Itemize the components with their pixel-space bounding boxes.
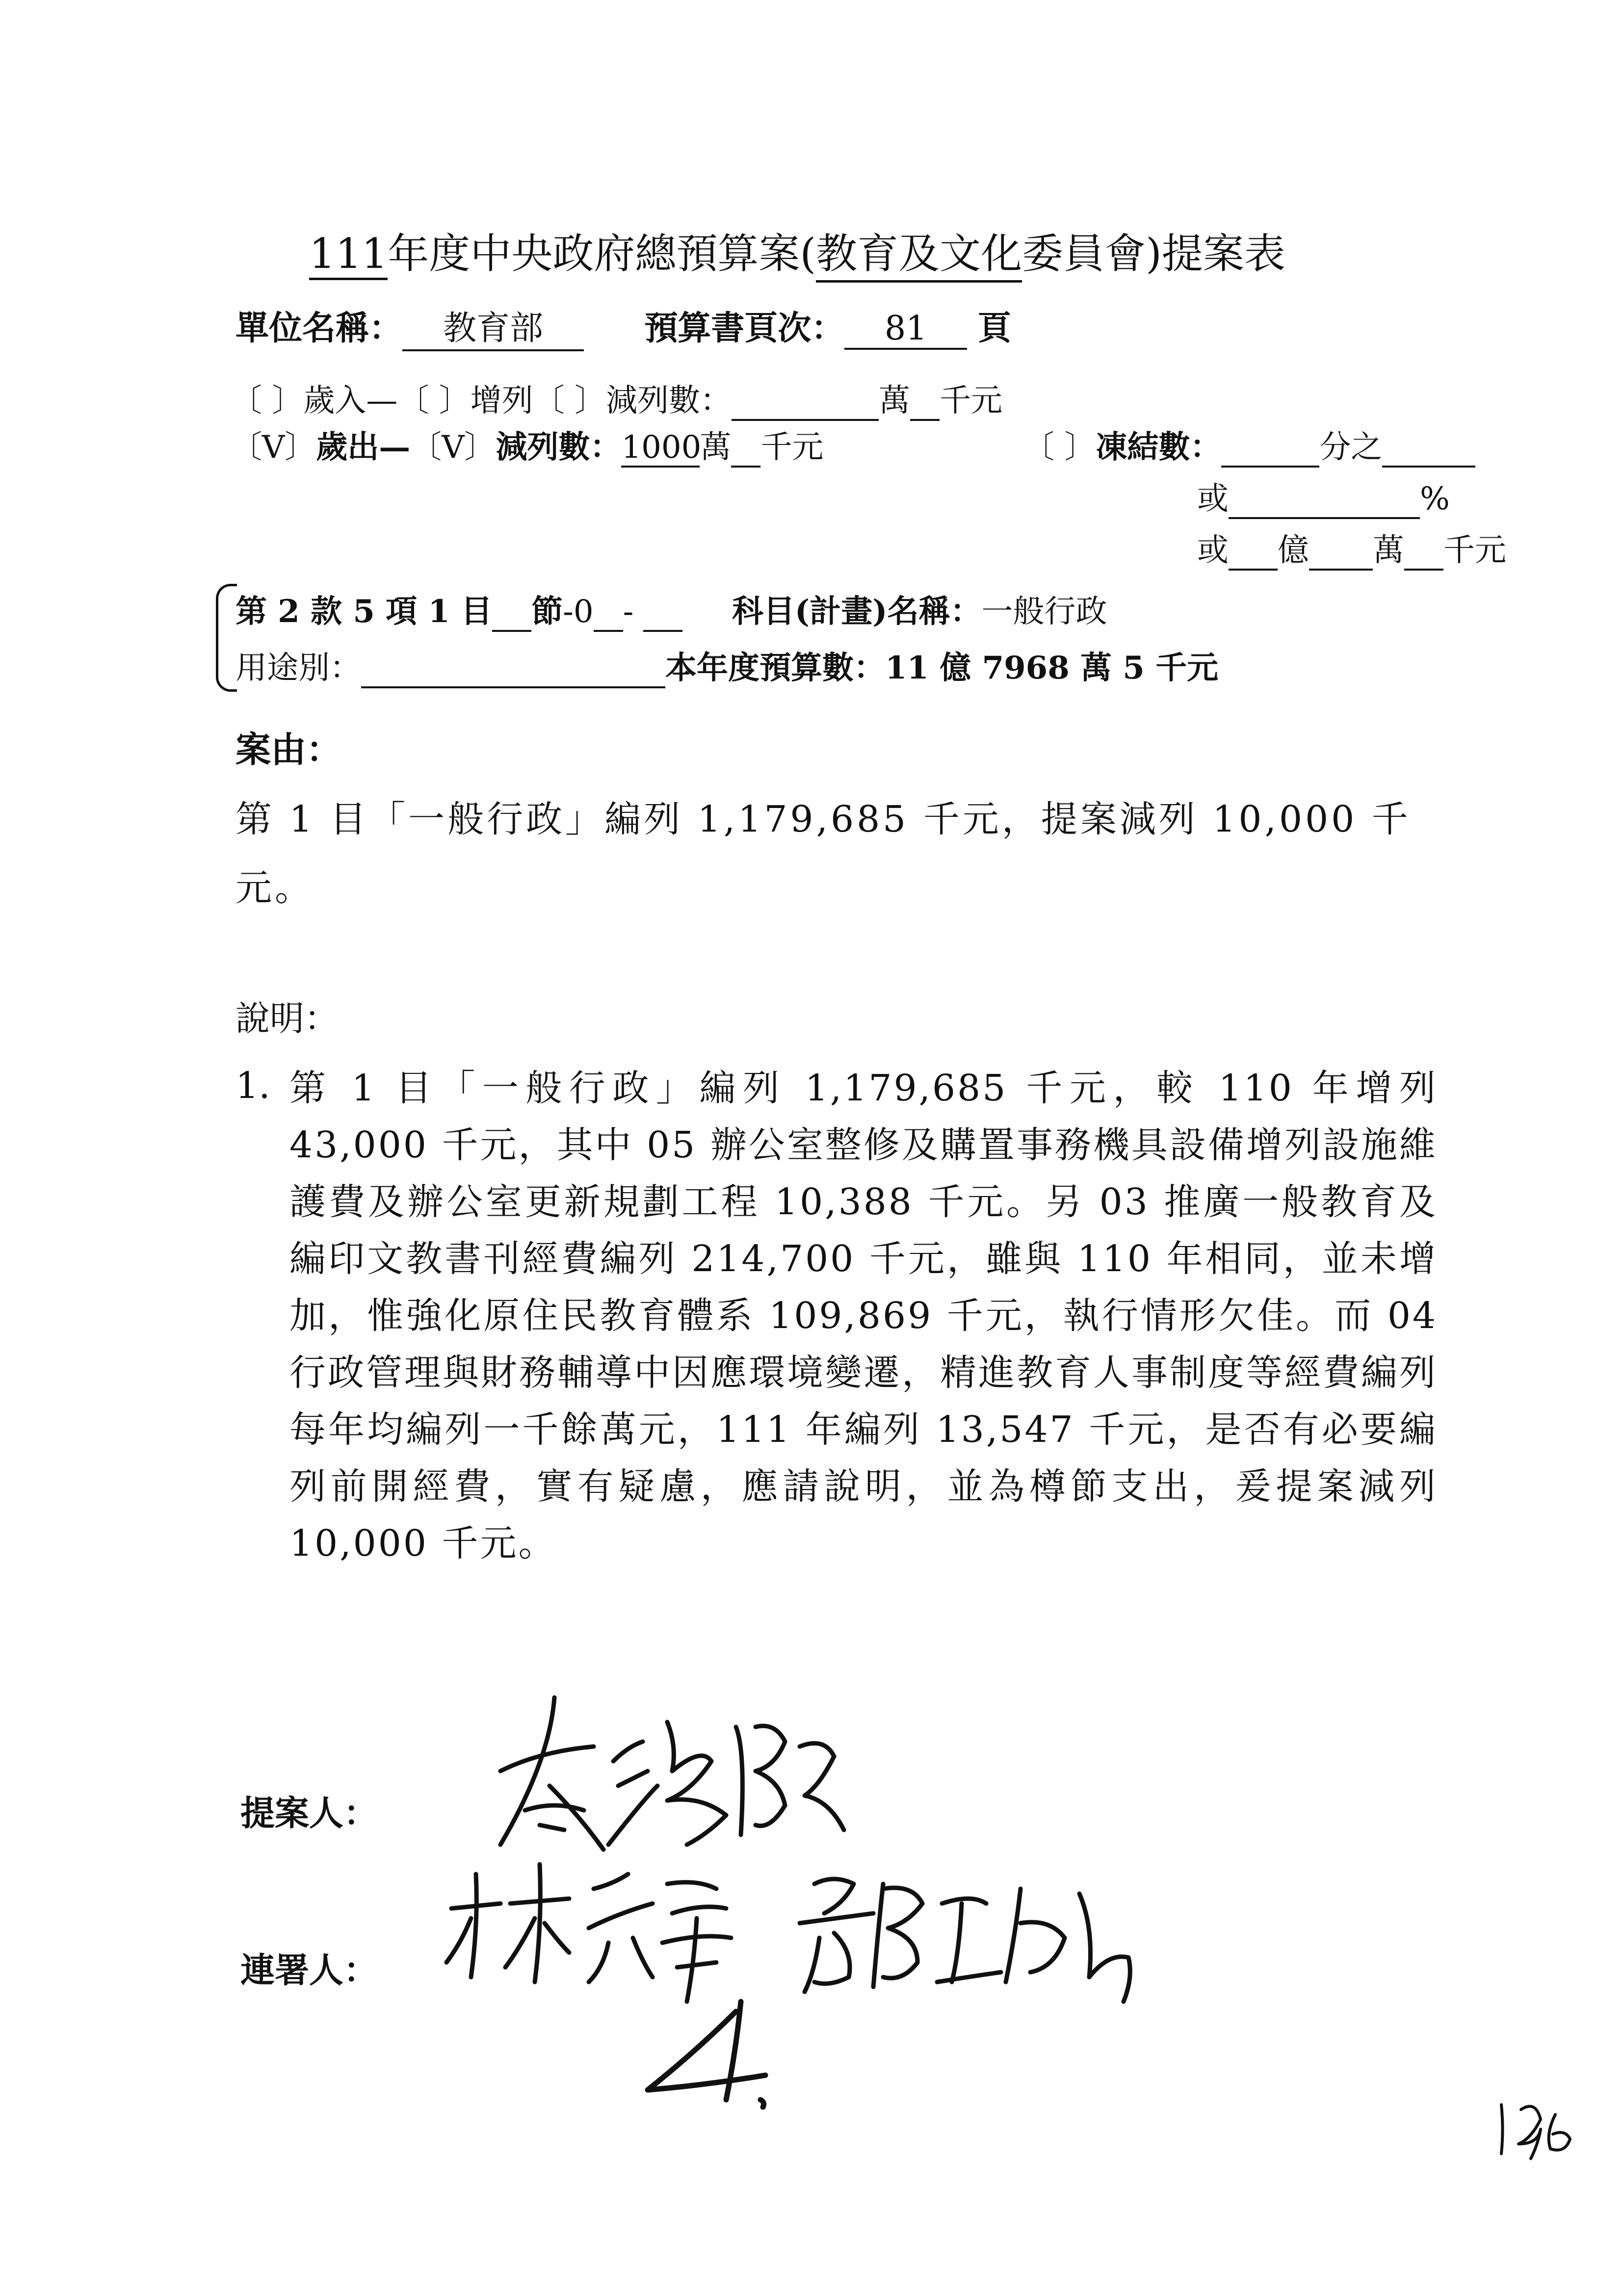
expense-prefix: 〔V〕 [231, 429, 316, 466]
proposer-signature [481, 1688, 883, 1864]
freeze-fraction: 分之 [1319, 429, 1383, 466]
unit-value: 教育部 [402, 302, 584, 351]
page-suffix: 頁 [977, 309, 1011, 348]
case-heading: 案由： [236, 729, 342, 770]
expense-check: 〔V〕 [410, 429, 496, 466]
page-annotation-signature [1492, 2090, 1580, 2164]
expense-amount: 1000 [621, 429, 700, 468]
title-mid: 年度中央政府總預算案( [388, 230, 816, 278]
jie-dash: - [623, 594, 634, 630]
subject-value: 一般行政 [981, 594, 1107, 630]
page-label: 預算書頁次： [644, 309, 845, 348]
title-committee: 教育及文化 [816, 221, 1022, 283]
wan-unit: 萬 [1373, 532, 1404, 569]
cosigner-label: 連署人： [240, 1950, 378, 1990]
freeze-label: 凍結數： [1096, 429, 1222, 466]
jie-value: -0 [563, 594, 594, 630]
freeze-row [1023, 422, 1475, 468]
qianyuan-unit: 千元 [1443, 532, 1506, 569]
expense-unit2: 千元 [760, 429, 824, 466]
title-end: 委員會)提案表 [1022, 230, 1285, 278]
explanation-heading: 說明： [236, 998, 339, 1039]
unit-row [236, 302, 1011, 351]
explanation-body: 第 1 目「一般行政」編列 1,179,685 千元，較 110 年增列 43,000 千元，其中 05 辦公室整修及購置事務機具設備增列設施維護費及辦公室更新規劃工程 10,388 千元。另 03 推廣一般教育及編印文教書刊經費編列 214,700 千元，雖與 110 年相同，並未增加，惟強化原住民教育體系 109,869 千元，執行情形欠佳。而 04 行政管理與財務輔導中因應環境變遷，精進教育人事制度等經費編列每年均編列一千餘萬元，111 年編列 13,547 千元，是否有必要編列前開經費，實有疑慮，應請說明，並為樽節支出，爰提案減列 10,000 千元。 [289, 1067, 1438, 1565]
item-row [236, 586, 1107, 632]
budget-amount: 本年度預算數：11 億 7968 萬 5 千元 [665, 650, 1219, 686]
revenue-row [231, 375, 1002, 421]
revenue-line: 〔 〕歲入—〔 〕增列〔 〕減列數： [231, 383, 732, 419]
revenue-unit2: 千元 [940, 383, 1003, 419]
cosigner-signatures [442, 1854, 1178, 2110]
yi-unit: 億 [1278, 532, 1309, 569]
proposer-label: 提案人： [240, 1793, 378, 1833]
percent-sign: % [1420, 481, 1450, 517]
title-year: 111 [309, 230, 388, 280]
freeze-prefix: 〔 〕 [1023, 429, 1096, 466]
use-row [236, 643, 1218, 688]
explanation-item-number: 1. [236, 1065, 270, 1107]
unit-label: 單位名稱： [236, 309, 403, 348]
expense-cut-label: 減列數： [496, 429, 622, 466]
item-line1: 第 2 款 5 項 1 目 [236, 593, 493, 630]
revenue-unit1: 萬 [879, 383, 911, 419]
freeze-amount-row [1197, 525, 1506, 571]
subject-label: 科目(計畫)名稱： [732, 593, 982, 630]
page-value: 81 [844, 309, 967, 350]
freeze-percent-row [1197, 473, 1450, 519]
jie-label: 節 [531, 593, 563, 630]
revenue-amount-blank [732, 383, 879, 421]
item-bracket [216, 584, 237, 692]
case-body: 第 1 目「一般行政」編列 1,179,685 千元，提案減列 10,000 千元。 [236, 798, 1411, 909]
use-label: 用途別： [236, 650, 361, 686]
expense-label: 歲出— [316, 429, 411, 466]
or-label-1: 或 [1197, 481, 1229, 517]
expense-unit1: 萬 [700, 429, 732, 466]
document-title [309, 221, 1285, 283]
or-label-2: 或 [1197, 532, 1229, 569]
expense-row [231, 422, 823, 468]
